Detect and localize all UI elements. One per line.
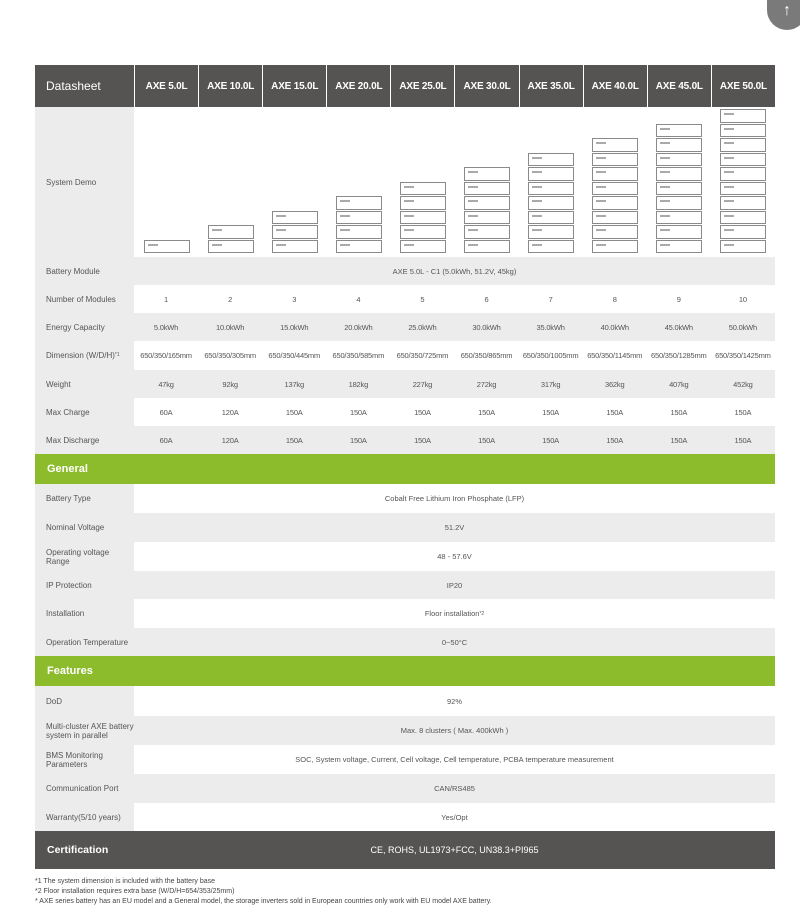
spec-cell: 35.0kWh [536,322,565,332]
battery-module-icon [656,240,702,254]
row-value: Max. 8 clusters ( Max. 400kWh ) [400,726,509,735]
battery-module-icon [400,211,446,225]
arrow-up-icon: ↑ [783,2,791,19]
row-label: IP Protection [35,571,134,599]
battery-module-icon [592,211,638,225]
row-value: 92% [446,696,462,706]
row-label: Battery Module [35,257,134,285]
row-value: IP20 [446,580,463,590]
footnotes [35,877,775,907]
model-header: AXE 15.0L [262,65,326,107]
battery-module-icon [208,240,254,254]
features-row [35,774,775,803]
spec-cell: 10 [738,294,747,304]
spec-row [35,285,775,313]
scroll-to-top-button[interactable] [767,0,800,30]
spec-cell: 650/350/1005mm [522,351,579,360]
spec-row [35,341,775,370]
spec-cell: 30.0kWh [472,322,501,332]
battery-module-icon [656,138,702,152]
battery-module-icon [208,225,254,239]
spec-cell: 650/350/305mm [204,351,256,360]
battery-module-icon [720,153,766,167]
spec-row [35,426,775,454]
battery-module-icon [528,211,574,225]
spec-cell: 120A [221,435,239,445]
battery-stack-image [711,107,775,257]
spec-cell: 10.0kWh [216,322,245,332]
row-value-text: Floor installation [424,609,480,618]
spec-cell: 227kg [412,379,433,389]
spec-cell: 3 [292,294,297,304]
battery-module-icon [720,211,766,225]
battery-module-icon [592,138,638,152]
spec-cell: 650/350/725mm [396,351,449,360]
model-header: AXE 30.0L [454,65,518,107]
system-demo-label: System Demo [35,107,134,257]
battery-module-icon [592,167,638,181]
spec-row [35,313,775,341]
spec-cell: 150A [285,407,303,417]
spec-cell: 7 [548,294,553,304]
battery-module-icon [336,225,382,239]
battery-stack-image [454,107,518,257]
row-value [134,599,775,628]
battery-module-icon [656,153,702,167]
battery-module-icon [656,182,702,196]
battery-stack-image [390,107,454,257]
datasheet-title: Datasheet [46,78,101,93]
spec-cell: 150A [414,407,431,417]
spec-cell: 452kg [733,379,753,389]
battery-module-icon [720,196,766,210]
battery-module-icon [720,182,766,196]
datasheet-table [35,65,775,869]
battery-module-icon [720,138,766,152]
features-rows [35,686,775,831]
spec-row [35,398,775,426]
row-value: Yes/Opt [441,812,468,822]
spec-cell: 150A [542,435,559,445]
battery-module-icon [720,225,766,239]
general-row [35,599,775,628]
battery-module-icon [464,211,510,225]
row-label-text: Dimension (W/D/H) [46,351,115,360]
row-value: Cobalt Free Lithium Iron Phosphate (LFP) [384,494,525,503]
spec-cell: 317kg [540,379,561,389]
footnote: *2 Floor installation requires extra base (W/D/H=654/353/25mm) [35,888,235,895]
spec-cell: 40.0kWh [600,322,629,332]
battery-module-icon [656,211,702,225]
system-demo-row [35,107,775,257]
model-header: AXE 50.0L [711,65,775,107]
battery-module-icon [656,225,702,239]
spec-cell: 150A [670,407,688,417]
battery-stack-image [262,107,326,257]
spec-cell: 650/350/1285mm [651,351,707,360]
spec-cell: 60A [159,407,173,417]
battery-stack-image [198,107,262,257]
battery-module-icon [400,182,446,196]
spec-cell: 60A [159,435,173,445]
spec-cell: 650/350/865mm [460,351,513,360]
spec-cell: 25.0kWh [408,322,437,332]
model-header: AXE 5.0L [134,65,198,107]
battery-module-icon [464,182,510,196]
battery-module-icon [720,240,766,254]
row-value: CAN/RS485 [434,784,475,793]
spec-cell: 150A [542,407,559,417]
battery-module-icon [592,196,638,210]
battery-stack-image [647,107,711,257]
battery-module-icon [464,240,510,254]
battery-module-icon [592,153,638,167]
battery-module-icon [592,240,638,254]
row-label: Nominal Voltage [35,513,134,542]
battery-module-icon [464,225,510,239]
certification-label: Certification [47,843,109,856]
model-header: AXE 35.0L [519,65,583,107]
battery-module-row [35,257,775,285]
battery-module-icon [720,109,766,123]
spec-cell: 150A [478,435,495,445]
spec-cell: 92kg [222,379,238,389]
row-label: Max Discharge [35,426,134,454]
spec-cell: 362kg [604,379,625,389]
features-row [35,686,775,716]
battery-module-icon [336,211,382,225]
spec-cell: 650/350/1145mm [587,351,643,360]
row-label: DoD [35,686,134,716]
certification-row [35,831,775,869]
battery-module-icon [656,196,702,210]
model-header: AXE 10.0L [198,65,262,107]
row-label: Warranty(5/10 years) [35,803,134,831]
general-row [35,542,775,571]
general-row [35,571,775,599]
spec-cell: 150A [349,407,367,417]
battery-module-icon [528,167,574,181]
spec-cell: 150A [670,435,688,445]
spec-cell: 650/350/445mm [268,351,321,360]
spec-cell: 8 [612,294,617,304]
spec-cell: 45.0kWh [664,322,693,332]
battery-module-icon [400,225,446,239]
spec-cell: 47kg [158,379,174,389]
battery-module-icon [528,240,574,254]
spec-cell: 9 [676,294,681,304]
features-row [35,745,775,774]
spec-cell: 20.0kWh [344,322,373,332]
footnote: * AXE series battery has an EU model and a General model, the storage inverters sold in European countries only work with EU model AXE battery. [35,898,492,905]
spec-cell: 150A [285,435,303,445]
row-value: SOC, System voltage, Current, Cell voltage, Cell temperature, PCBA temperature measurement [295,755,614,764]
row-value: 48 - 57.6V [437,552,472,561]
spec-cell: 1 [164,294,169,304]
row-label: Communication Port [35,774,134,803]
spec-cell: 137kg [284,379,304,389]
spec-cell: 407kg [669,379,689,389]
battery-module-icon [144,240,190,254]
model-header: AXE 40.0L [583,65,647,107]
battery-module-icon [528,225,574,239]
spec-cell: 4 [356,294,361,304]
row-value: 51.2V [444,523,465,532]
battery-module-icon [528,153,574,167]
row-value: AXE 5.0L - C1 (5.0kWh, 51.2V, 45kg) [392,266,517,276]
battery-module-icon [528,182,574,196]
spec-cell: 650/350/165mm [140,351,192,360]
row-label [35,341,134,370]
row-label: Max Charge [35,398,134,426]
general-rows [35,484,775,656]
battery-module-icon [272,211,318,225]
battery-module-icon [528,196,574,210]
certification-value: CE, ROHS, UL1973+FCC, UN38.3+PI965 [370,845,539,855]
row-value: 0~50°C [441,637,468,647]
spec-cell: 272kg [476,379,497,389]
spec-cell: 650/350/1425mm [715,351,771,360]
row-label: Operation Temperature [35,628,134,656]
spec-cell: 150A [414,435,431,445]
table-header [35,65,775,107]
spec-cell: 50.0kWh [728,322,757,332]
footnote: *1 The system dimension is included with the battery base [35,878,216,885]
battery-module-icon [400,196,446,210]
spec-cell: 150A [734,407,752,417]
general-row [35,484,775,513]
battery-module-icon [400,240,446,254]
spec-cell: 650/350/585mm [332,351,385,360]
spec-cell: 150A [349,435,367,445]
battery-module-icon [592,182,638,196]
features-row [35,803,775,831]
row-label: Installation [35,599,134,628]
row-label: Weight [35,370,134,398]
row-label: Battery Type [35,484,134,513]
section-general-title: General [35,454,775,484]
spec-cell: 150A [606,435,624,445]
battery-module-icon [720,167,766,181]
model-header: AXE 20.0L [326,65,390,107]
section-features-title: Features [35,656,775,686]
row-label: Multi-cluster AXE battery system in parallel [35,716,134,745]
spec-cell: 5.0kWh [153,322,179,332]
row-label: BMS Monitoring Parameters [35,745,134,774]
battery-module-icon [592,225,638,239]
spec-cell: 2 [228,294,233,304]
spec-cell: 150A [478,407,495,417]
battery-stack-image [583,107,647,257]
battery-module-icon [336,240,382,254]
row-label: Operating voltage Range [35,542,134,571]
general-row [35,513,775,542]
footnote-marker: *1 [114,352,120,358]
footnote-marker: *2 [479,610,485,617]
spec-rows [35,285,775,454]
battery-module-icon [464,196,510,210]
spec-cell: 5 [420,294,425,304]
model-header: AXE 25.0L [390,65,454,107]
battery-stack-image [134,107,198,257]
battery-module-icon [272,225,318,239]
row-label: Energy Capacity [35,313,134,341]
battery-stack-image [519,107,583,257]
spec-cell: 150A [734,435,752,445]
spec-cell: 150A [606,407,624,417]
features-row [35,716,775,745]
spec-cell: 182kg [348,379,369,389]
battery-module-icon [336,196,382,210]
battery-module-icon [656,167,702,181]
spec-cell: 120A [221,407,239,417]
battery-module-icon [272,240,318,254]
battery-module-icon [720,124,766,138]
model-header: AXE 45.0L [647,65,711,107]
row-label: Number of Modules [35,285,134,313]
battery-module-icon [656,124,702,138]
battery-module-icon [464,167,510,181]
spec-cell: 15.0kWh [280,322,309,332]
spec-cell: 6 [484,294,489,304]
spec-row [35,370,775,398]
general-row [35,628,775,656]
battery-stack-image [326,107,390,257]
